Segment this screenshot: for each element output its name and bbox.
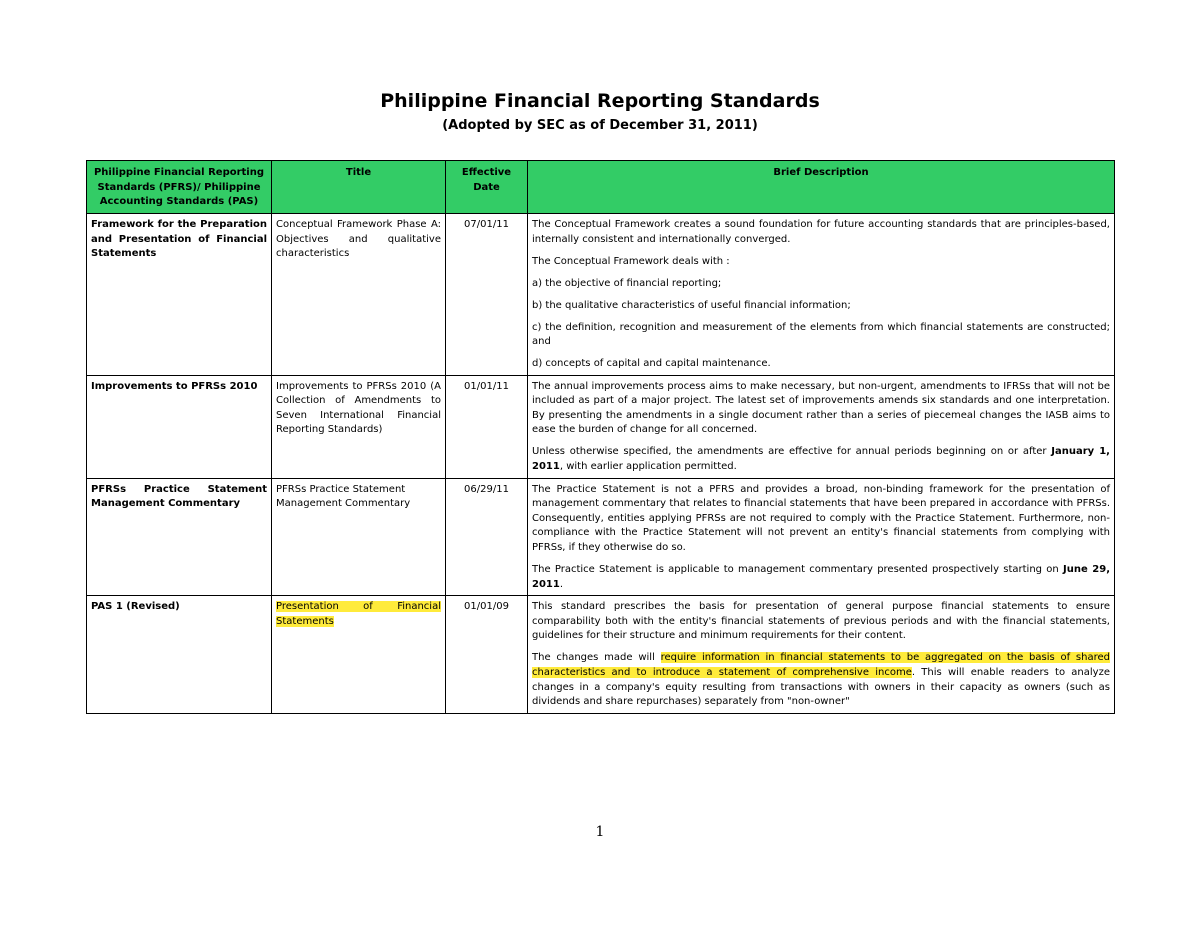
description-paragraph: c) the definition, recognition and measurement of the elements from which financial statements are constructed; and xyxy=(532,321,1110,348)
header-description: Brief Description xyxy=(528,161,1115,214)
description-text: The changes made will xyxy=(532,652,661,664)
effective-date: 07/01/11 xyxy=(446,214,528,376)
description-paragraph xyxy=(532,563,1110,592)
standard-title xyxy=(272,596,446,714)
brief-description xyxy=(528,596,1115,714)
description-text: The Practice Statement is applicable to management commentary presented prospectively starting on xyxy=(532,564,1063,576)
brief-description xyxy=(528,375,1115,478)
table-row xyxy=(87,596,1115,714)
effective-date: 01/01/09 xyxy=(446,596,528,714)
standard-title: Improvements to PFRSs 2010 (A Collection of Amendments to Seven International Financial Reporting Standards) xyxy=(272,375,446,478)
description-paragraph xyxy=(532,445,1110,474)
standards-table xyxy=(86,160,1115,714)
table-row xyxy=(87,214,1115,376)
description-paragraph: a) the objective of financial reporting; xyxy=(532,277,722,289)
effective-date-emphasis: June 29, 2011 xyxy=(532,564,1111,590)
page-subtitle: (Adopted by SEC as of December 31, 2011) xyxy=(442,118,758,133)
standard-name: Improvements to PFRSs 2010 xyxy=(87,375,272,478)
effective-date: 06/29/11 xyxy=(446,478,528,596)
table-row xyxy=(87,478,1115,596)
table-header-row xyxy=(87,161,1115,214)
description-paragraph: This standard prescribes the basis for presentation of general purpose financial statements to ensure comparability both with the entity's financial statements of previous periods and with the financial statements, guidelines for their structure and minimum requirements for their content. xyxy=(532,601,1110,642)
standard-name: Framework for the Preparation and Presentation of Financial Statements xyxy=(87,214,272,376)
description-paragraph xyxy=(532,651,1110,709)
table-row xyxy=(87,375,1115,478)
brief-description xyxy=(528,214,1115,376)
description-paragraph: The Conceptual Framework deals with : xyxy=(532,255,730,267)
description-text: Unless otherwise specified, the amendments are effective for annual periods beginning on or after xyxy=(532,446,1052,458)
standard-title: Conceptual Framework Phase A: Objectives and qualitative characteristics xyxy=(272,214,446,376)
standard-title: PFRSs Practice Statement Management Commentary xyxy=(272,478,446,596)
header-title: Title xyxy=(272,161,446,214)
page-number: 1 xyxy=(595,824,605,840)
description-text: , with earlier application permitted. xyxy=(559,461,737,473)
description-text: . This will enable readers to analyze changes in a company's equity resulting from transactions with owners in their capacity as owners (such as dividends and share repurchases) separately from "non-owner" xyxy=(532,666,1110,708)
description-paragraph: The annual improvements process aims to make necessary, but non-urgent, amendments to IFRSs that will not be included as part of a major project. The latest set of improvements amends six standards and one interpretation. By presenting the amendments in a single document rather than a series of piecemeal changes the IASB aims to ease the burden of change for all concerned. xyxy=(532,380,1110,436)
description-text: . xyxy=(559,578,564,590)
header-effective-date: Effective Date xyxy=(446,161,528,214)
description-paragraph: b) the qualitative characteristics of useful financial information; xyxy=(532,299,851,311)
description-paragraph: d) concepts of capital and capital maintenance. xyxy=(532,358,771,370)
header-standard: Philippine Financial Reporting Standards (PFRS)/ Philippine Accounting Standards (PAS) xyxy=(87,161,272,214)
standard-name: PAS 1 (Revised) xyxy=(87,596,272,714)
description-paragraph: The Conceptual Framework creates a sound foundation for future accounting standards that are principles-based, internally consistent and internationally converged. xyxy=(532,219,1110,245)
brief-description xyxy=(528,478,1115,596)
description-paragraph: The Practice Statement is not a PFRS and provides a broad, non-binding framework for the presentation of management commentary that relates to financial statements that have been prepared in accordance with PFRSs. Consequently, entities applying PFRSs are not required to comply with the Practice Statement. Furthermore, non-compliance with the Practice Statement will not prevent an entity's financial statements from complying with PFRSs, if they otherwise do so. xyxy=(532,483,1110,554)
highlighted-title: Presentation of Financial Statements xyxy=(276,601,441,627)
page-title: Philippine Financial Reporting Standards xyxy=(380,90,820,112)
highlighted-text: require information in financial statements to be aggregated on the basis of shared characteristics and to introduce a statement of comprehensive income xyxy=(532,652,1110,678)
effective-date-emphasis: January 1, 2011 xyxy=(532,446,1110,473)
effective-date: 01/01/11 xyxy=(446,375,528,478)
standard-name: PFRSs Practice Statement Management Commentary xyxy=(87,478,272,596)
